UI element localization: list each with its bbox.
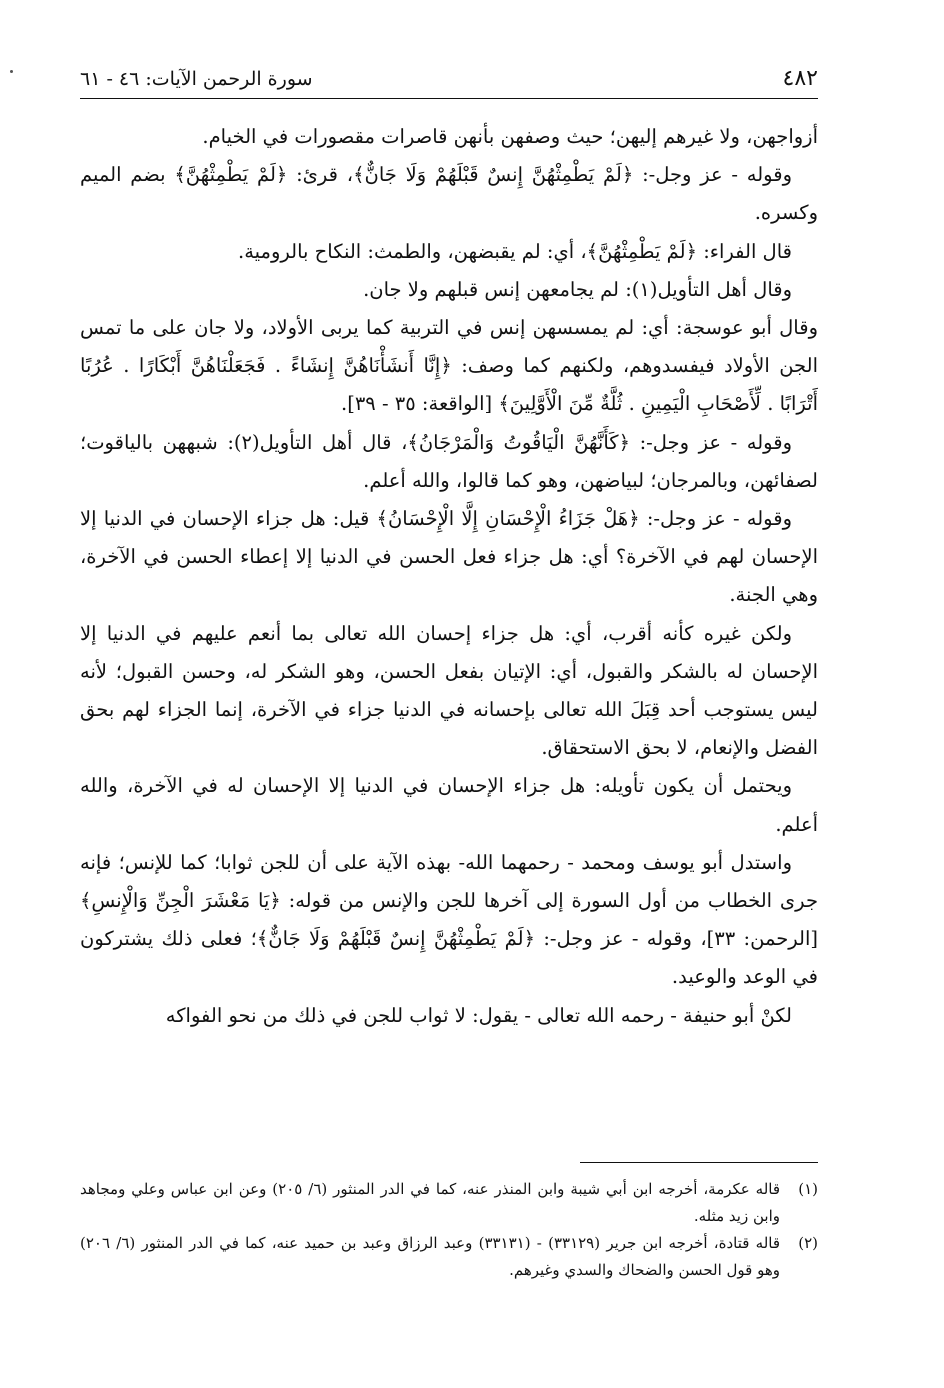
footnote-marker: (٢) — [798, 1234, 818, 1252]
footnote-marker: (١) — [798, 1180, 818, 1198]
paragraph: وقوله - عز وجل-: ﴿كَأَنَّهُنَّ الْيَاقُوتُ وَالْمَرْجَانُ﴾، قال أهل التأويل(٢): شبههن بالياقوت؛ لصفائهن، وبالمرجان؛ لبياضهن، وهو كما قالوا، والله أعلم. — [80, 430, 818, 492]
footnote — [80, 1230, 818, 1284]
paragraph: واستدل أبو يوسف ومحمد - رحمهما الله- بهذه الآية على أن للجن ثوابا؛ كما للإنس؛ فإنه جرى الخطاب من أول السورة إلى آخرها للجن والإنس من قوله: ﴿يَا مَعْشَرَ الْجِنِّ وَالْإِنسِ﴾ [الرحمن: ٣٣]، وقوله - عز وجل-: ﴿لَمْ يَطْمِثْهُنَّ إِنسٌ قَبْلَهُمْ وَلَا جَانٌّ﴾؛ فعلى ذلك يشتركون في الوعد والوعيد. — [80, 850, 819, 989]
page-number: ٤٨٢ — [782, 66, 818, 91]
page-header — [80, 62, 818, 99]
footnotes — [80, 1176, 818, 1284]
paragraph: أزواجهن، ولا غيرهم إليهن؛ حيث وصفهن بأنهن قاصرات مقصورات في الخيام. — [202, 125, 818, 148]
paragraph: قال الفراء: ﴿لَمْ يَطْمِثْهُنَّ﴾، أي: لم يقبضهن، والطمث: النكاح بالرومية. — [238, 239, 792, 263]
paragraph: ويحتمل أن يكون تأويله: هل جزاء الإحسان في الدنيا إلا الإحسان له في الآخرة، والله أعلم. — [80, 774, 818, 836]
paragraph: وقال أهل التأويل(١): لم يجامعهن إنس قبلهم ولا جان. — [363, 277, 792, 301]
paragraph: وقال أبو عوسجة: أي: لم يمسسهن إنس في التربية كما يربى الأولاد، ولا جان على ما تمس الجن الأولاد فيفسدوهم، ولكنهم كما وصف: ﴿إِنَّا أَنشَأْنَاهُنَّ إِنشَاءً . فَجَعَلْنَاهُنَّ أَبْكَارًا . عُرُبًا أَتْرَابًا . لِّأَصْحَابِ الْيَمِينِ . ثُلَّةٌ مِّنَ الْأَوَّلِينَ﴾ [الواقعة: ٣٥ - ٣٩]. — [80, 316, 818, 416]
paragraph: وقوله - عز وجل-: ﴿لَمْ يَطْمِثْهُنَّ إِنسٌ قَبْلَهُمْ وَلَا جَانٌّ﴾، قرئ: ﴿لَمْ يَطْمِثْهُنَّ﴾ بضم الميم وكسره. — [80, 163, 818, 225]
footnote — [80, 1176, 818, 1230]
scan-speck — [10, 70, 13, 73]
main-text — [80, 118, 818, 1035]
paragraph: وقوله - عز وجل-: ﴿هَلْ جَزَاءُ الْإِحْسَانِ إِلَّا الْإِحْسَانُ﴾ قيل: هل جزاء الإحسان في الدنيا إلا الإحسان لهم في الآخرة؟ أي: هل جزاء فعل الحسن في الدنيا إلا إعطاء الحسن في الآخرة، وهي الجنة. — [80, 507, 818, 607]
footnote-text: قاله عكرمة، أخرجه ابن أبي شيبة وابن المنذر عنه، كما في الدر المنثور (٦/ ٢٠٥) وعن ابن عباس وعلي ومجاهد وابن زيد مثله. — [80, 1180, 781, 1225]
paragraph: لكنْ أبو حنيفة - رحمه الله تعالى - يقول: لا ثواب للجن في ذلك من نحو الفواكه — [165, 1003, 792, 1027]
paragraph: ولكن غيره كأنه أقرب، أي: هل جزاء إحسان الله تعالى بما أنعم عليهم في الدنيا إلا الإحسان له بالشكر والقبول، أي: الإتيان بفعل الحسن، وهو الشكر له، وحسن القبول؛ لأنه ليس يستوجب أحد قِبَلَ الله تعالى بإحسانه في الدنيا جزاء في الآخرة، إنما الجزاء لهم بحق الفضل والإنعام، لا بحق الاستحقاق. — [80, 621, 818, 760]
running-title: سورة الرحمن الآيات: ٤٦ - ٦١ — [80, 68, 313, 90]
footnote-text: قاله قتادة، أخرجه ابن جرير (٣٣١٢٩) - (٣٣١٣١) وعبد الرزاق وعبد بن حميد عنه، كما في الدر المنثور (٦/ ٢٠٦) وهو قول الحسن والضحاك والسدي وغيرهم. — [80, 1234, 780, 1279]
footnote-separator — [580, 1162, 818, 1163]
